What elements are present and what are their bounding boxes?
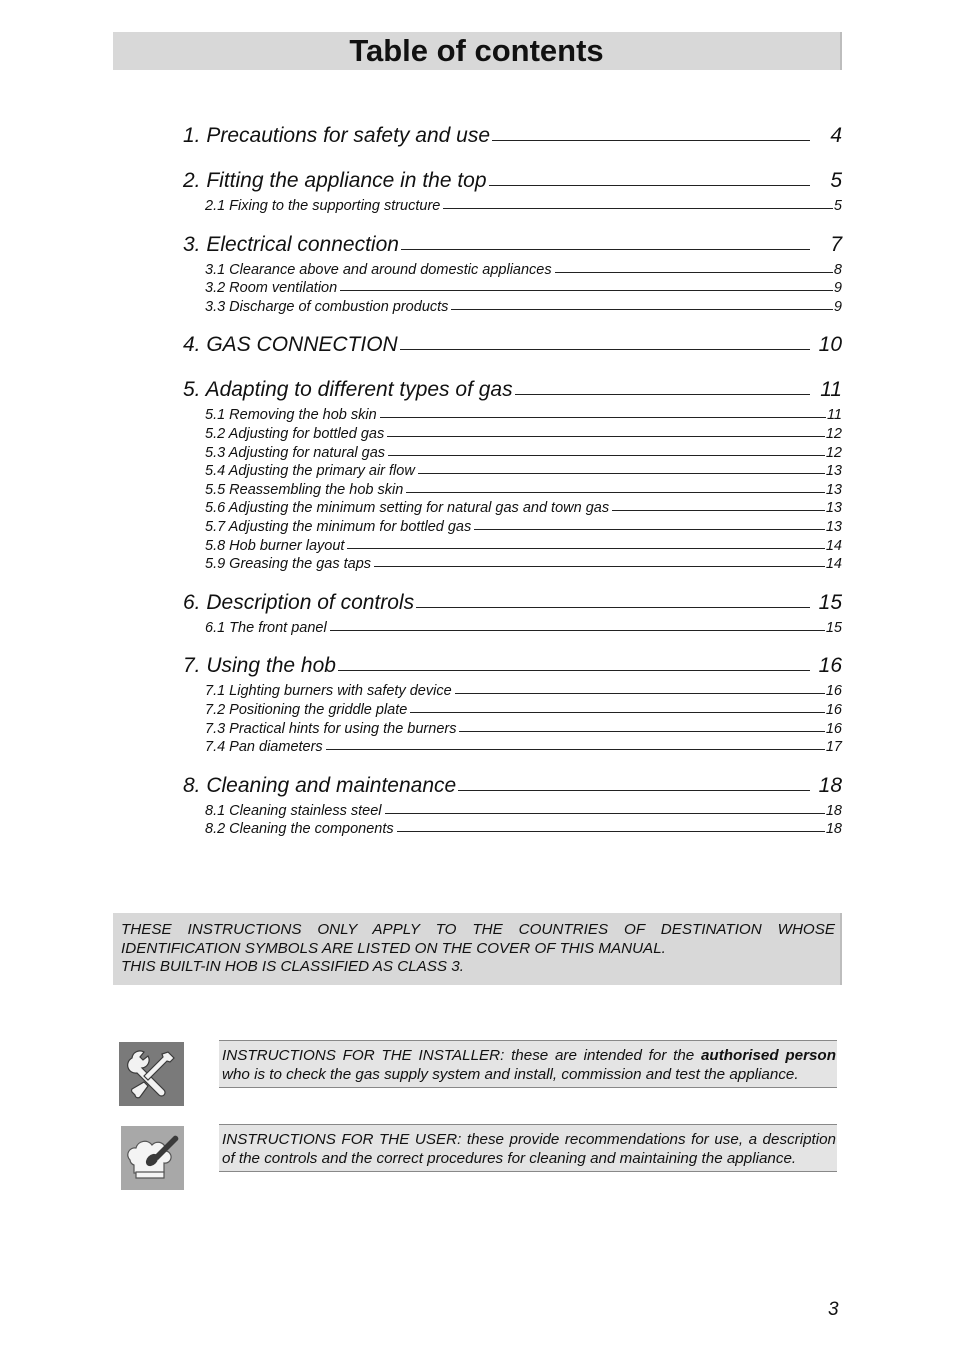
toc-leader bbox=[388, 455, 825, 456]
toc-subsection-page: 8 bbox=[833, 261, 842, 278]
toc-subsection[interactable] bbox=[183, 262, 842, 281]
installer-text-bold: authorised person bbox=[700, 1047, 836, 1064]
toc-section[interactable] bbox=[183, 378, 842, 407]
toc-subsection[interactable] bbox=[183, 445, 842, 464]
toc-subsection[interactable] bbox=[183, 721, 842, 740]
toc-section-page: 10 bbox=[818, 333, 842, 357]
toc-subsection[interactable] bbox=[183, 739, 842, 758]
toc-leader bbox=[374, 566, 825, 567]
toc-subsection[interactable] bbox=[183, 426, 842, 445]
toc-subsection[interactable] bbox=[183, 463, 842, 482]
wrench-screwdriver-icon bbox=[119, 1042, 184, 1106]
toc-subsection-label: 5.8 Hob burner layout bbox=[205, 537, 345, 554]
toc-subsection-label: 5.7 Adjusting the minimum for bottled gas bbox=[205, 518, 472, 535]
toc-subsection-page: 13 bbox=[825, 518, 842, 535]
toc-leader bbox=[326, 749, 825, 750]
toc-leader bbox=[380, 417, 826, 418]
toc-subsection-label: 5.4 Adjusting the primary air flow bbox=[205, 463, 415, 480]
page-number: 3 bbox=[828, 1299, 839, 1320]
toc-section-label: 6. Description of controls bbox=[183, 590, 415, 614]
installer-text-start: INSTRUCTIONS FOR THE INSTALLER: these are intended for the bbox=[222, 1047, 701, 1064]
installer-instructions bbox=[219, 1040, 837, 1088]
toc-section-page: 4 bbox=[830, 124, 842, 147]
toc-subsection[interactable] bbox=[183, 538, 842, 557]
toc-section[interactable] bbox=[183, 233, 842, 262]
toc-leader bbox=[340, 290, 833, 291]
toc-subsection[interactable] bbox=[183, 407, 842, 426]
toc-subsection-page: 16 bbox=[825, 683, 842, 700]
toc-subsection[interactable] bbox=[183, 280, 842, 299]
toc-subsection[interactable] bbox=[183, 519, 842, 538]
toc-subsection-page: 9 bbox=[833, 280, 842, 297]
toc-leader bbox=[410, 712, 825, 713]
toc-subsection-label: 6.1 The front panel bbox=[205, 619, 327, 636]
toc-section-page: 16 bbox=[818, 654, 842, 678]
toc-subsection-page: 14 bbox=[825, 556, 842, 573]
toc-leader bbox=[401, 249, 810, 250]
toc-subsection-label: 5.6 Adjusting the minimum setting for natural gas and town gas bbox=[205, 500, 610, 517]
toc-section-page: 15 bbox=[818, 590, 842, 614]
notice-line-3: THIS BUILT-IN HOB IS CLASSIFIED AS CLASS 3. bbox=[121, 958, 464, 975]
toc-subsection-page: 14 bbox=[825, 537, 842, 554]
toc-subsection-label: 8.1 Cleaning stainless steel bbox=[205, 802, 382, 819]
toc-subsection-label: 7.3 Practical hints for using the burners bbox=[205, 720, 457, 737]
toc-subsection[interactable] bbox=[183, 500, 842, 519]
toc-subsection-page: 17 bbox=[825, 739, 842, 756]
page-title: Table of contents bbox=[113, 32, 842, 70]
toc-subsection-page: 18 bbox=[825, 802, 842, 819]
toc-subsection-label: 8.2 Cleaning the components bbox=[205, 821, 394, 838]
user-text: INSTRUCTIONS FOR THE USER: these provide recommendations for use, a description of the controls and the correct procedures for cleaning and maintaining the appliance. bbox=[222, 1131, 836, 1167]
toc-leader bbox=[330, 630, 825, 631]
toc-subsection-page: 13 bbox=[825, 500, 842, 517]
notice-box bbox=[113, 913, 842, 985]
toc-leader bbox=[397, 831, 825, 832]
toc-section-page: 11 bbox=[820, 378, 842, 402]
toc-section-label: 5. Adapting to different types of gas bbox=[183, 378, 513, 402]
toc-leader bbox=[459, 731, 824, 732]
toc-subsection[interactable] bbox=[183, 482, 842, 501]
toc-subsection-label: 2.1 Fixing to the supporting structure bbox=[205, 198, 441, 214]
toc-subsection-page: 13 bbox=[825, 463, 842, 480]
toc-leader bbox=[455, 693, 825, 694]
toc-subsection-label: 3.3 Discharge of combustion products bbox=[205, 298, 449, 315]
toc-subsection[interactable] bbox=[183, 198, 842, 217]
toc-leader bbox=[458, 790, 810, 791]
toc-section-page: 18 bbox=[818, 773, 842, 797]
toc-leader bbox=[400, 349, 810, 350]
toc-section[interactable] bbox=[183, 591, 842, 620]
toc-leader bbox=[418, 473, 825, 474]
toc-section-label: 4. GAS CONNECTION bbox=[183, 333, 398, 357]
toc-section[interactable] bbox=[183, 124, 842, 153]
toc-section-page: 5 bbox=[830, 169, 842, 192]
toc-section-label: 3. Electrical connection bbox=[183, 232, 399, 256]
user-instructions bbox=[219, 1124, 837, 1172]
toc-subsection-page: 16 bbox=[825, 701, 842, 718]
toc-leader bbox=[347, 548, 824, 549]
toc-section-label: 2. Fitting the appliance in the top bbox=[183, 169, 487, 192]
toc-subsection-label: 5.9 Greasing the gas taps bbox=[205, 556, 372, 573]
toc-leader bbox=[612, 510, 825, 511]
toc-section-label: 7. Using the hob bbox=[183, 654, 336, 678]
toc-subsection-page: 13 bbox=[825, 481, 842, 498]
toc-subsection-label: 5.3 Adjusting for natural gas bbox=[205, 444, 386, 461]
toc-subsection-label: 3.1 Clearance above and around domestic appliances bbox=[205, 261, 552, 278]
toc-subsection[interactable] bbox=[183, 702, 842, 721]
toc-subsection-label: 5.1 Removing the hob skin bbox=[205, 407, 377, 424]
toc-section-page: 7 bbox=[830, 232, 842, 256]
toc-subsection-page: 9 bbox=[833, 298, 842, 315]
installer-text-end: who is to check the gas supply system and install, commission and test the appliance. bbox=[222, 1066, 799, 1083]
toc-leader bbox=[338, 670, 810, 671]
toc-leader bbox=[443, 208, 833, 209]
toc-subsection-page: 12 bbox=[825, 425, 842, 442]
toc-subsection-label: 7.4 Pan diameters bbox=[205, 739, 323, 756]
toc-subsection-page: 18 bbox=[825, 821, 842, 838]
toc-subsection[interactable] bbox=[183, 556, 842, 575]
toc-section-label: 8. Cleaning and maintenance bbox=[183, 773, 457, 797]
table-of-contents bbox=[183, 124, 842, 840]
toc-leader bbox=[385, 813, 825, 814]
toc-subsection-label: 3.2 Room ventilation bbox=[205, 280, 338, 297]
toc-subsection-label: 5.2 Adjusting for bottled gas bbox=[205, 425, 385, 442]
toc-section[interactable] bbox=[183, 774, 842, 803]
toc-subsection-label: 7.1 Lighting burners with safety device bbox=[205, 683, 452, 700]
notice-line-1: THESE INSTRUCTIONS ONLY APPLY TO THE COUNTRIES OF DESTINATION WHOSE bbox=[121, 921, 835, 938]
toc-subsection-page: 12 bbox=[825, 444, 842, 461]
toc-leader bbox=[451, 309, 833, 310]
toc-leader bbox=[489, 185, 810, 186]
toc-subsection-label: 5.5 Reassembling the hob skin bbox=[205, 481, 404, 498]
toc-subsection-page: 5 bbox=[833, 198, 842, 214]
toc-leader bbox=[406, 492, 825, 493]
notice-line-2: IDENTIFICATION SYMBOLS ARE LISTED ON THE COVER OF THIS MANUAL. bbox=[121, 939, 666, 957]
toc-subsection[interactable] bbox=[183, 803, 842, 822]
toc-section[interactable] bbox=[183, 169, 842, 198]
toc-subsection[interactable] bbox=[183, 821, 842, 840]
toc-subsection-page: 15 bbox=[825, 619, 842, 636]
toc-subsection-page: 11 bbox=[826, 407, 842, 424]
toc-subsection-page: 16 bbox=[825, 720, 842, 737]
toc-leader bbox=[555, 272, 833, 273]
toc-leader bbox=[387, 436, 825, 437]
toc-section-label: 1. Precautions for safety and use bbox=[183, 124, 491, 147]
toc-section[interactable] bbox=[183, 333, 842, 362]
toc-subsection[interactable] bbox=[183, 299, 842, 318]
toc-section[interactable] bbox=[183, 654, 842, 683]
toc-subsection-label: 7.2 Positioning the griddle plate bbox=[205, 701, 408, 718]
toc-leader bbox=[474, 529, 825, 530]
toc-subsection[interactable] bbox=[183, 683, 842, 702]
toc-leader bbox=[416, 607, 810, 608]
toc-leader bbox=[515, 394, 810, 395]
toc-subsection[interactable] bbox=[183, 620, 842, 639]
chef-spoon-icon bbox=[121, 1126, 184, 1190]
toc-leader bbox=[492, 140, 810, 141]
